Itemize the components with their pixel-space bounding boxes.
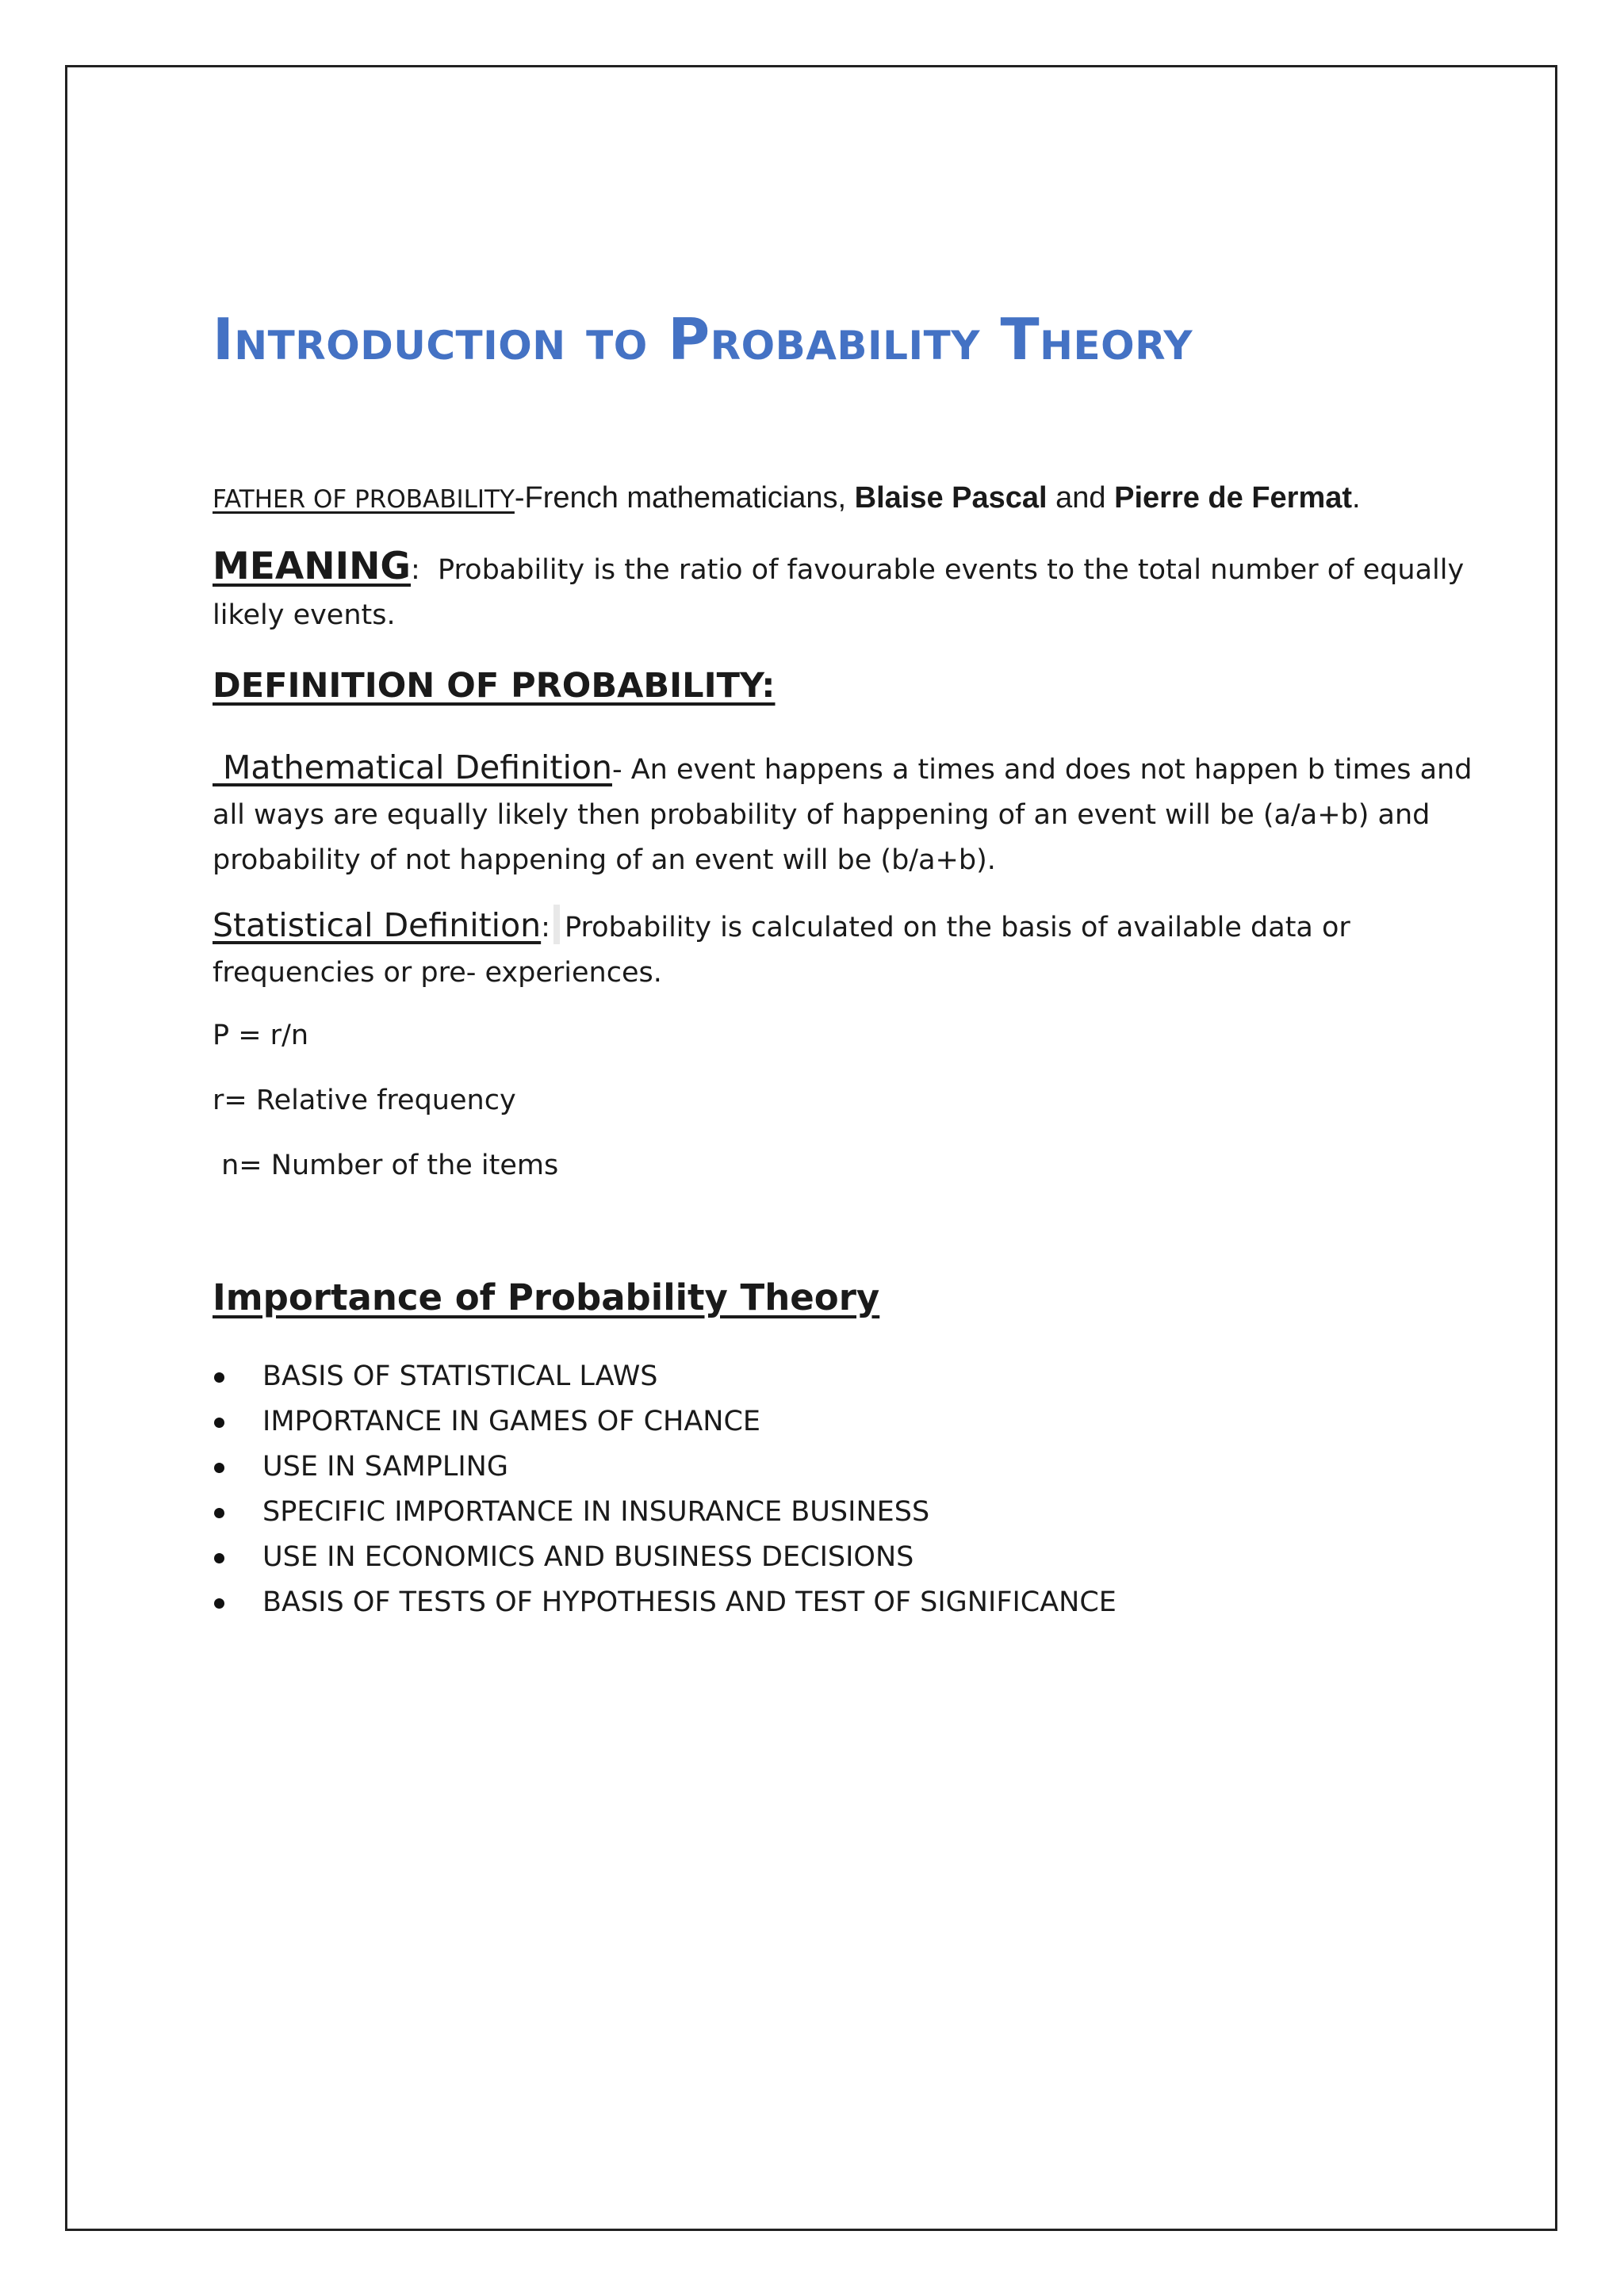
bullet-icon <box>214 1553 224 1563</box>
meaning-text: Probability is the ratio of favourable events to the total number of equally likely events. <box>213 554 1473 631</box>
list-item-text: BASIS OF STATISTICAL LAWS <box>262 1360 658 1392</box>
bullet-icon <box>214 1598 224 1609</box>
statistical-definition-colon: : <box>541 912 550 943</box>
father-text-1: -French mathematicians, <box>514 481 855 515</box>
list-item-text: SPECIFIC IMPORTANCE IN INSURANCE BUSINESS <box>262 1496 930 1528</box>
list-item <box>213 1535 1116 1580</box>
statistical-definition-text: Probability is calculated on the basis of available data or frequencies or pre- experiences. <box>213 912 1350 989</box>
list-item <box>213 1399 1116 1445</box>
mathematical-definition-paragraph <box>213 745 1497 883</box>
meaning-label: MEANING <box>213 545 411 588</box>
formula-equation: P = r/n <box>213 1020 309 1051</box>
text-cursor-mark <box>553 905 560 944</box>
meaning-paragraph <box>213 544 1497 638</box>
bullet-icon <box>214 1372 224 1383</box>
father-name-fermat: Pierre de Fermat <box>1114 481 1353 515</box>
father-text-2: and <box>1047 481 1115 515</box>
importance-list <box>213 1354 1116 1625</box>
document-title: Introduction to Probability Theory <box>213 306 1193 373</box>
list-item-text: USE IN ECONOMICS AND BUSINESS DECISIONS <box>262 1541 914 1573</box>
statistical-definition-label: Statistical Definition <box>213 906 542 944</box>
list-item-text: USE IN SAMPLING <box>262 1451 508 1483</box>
father-of-probability-paragraph <box>213 476 1497 522</box>
bullet-icon <box>214 1508 224 1518</box>
definition-heading: DEFINITION OF PROBABILITY: <box>213 666 776 706</box>
list-item <box>213 1354 1116 1399</box>
list-item <box>213 1445 1116 1490</box>
formula-n-definition: n= Number of the items <box>213 1150 559 1181</box>
statistical-definition-paragraph <box>213 903 1497 996</box>
list-item-text: IMPORTANCE IN GAMES OF CHANCE <box>262 1406 761 1437</box>
father-label: FATHER OF PROBABILITY <box>213 485 515 514</box>
bullet-icon <box>214 1418 224 1428</box>
father-name-pascal: Blaise Pascal <box>854 481 1048 515</box>
father-text-3: . <box>1352 481 1361 515</box>
mathematical-definition-text: - An event happens a times and does not happen b times and all ways are equally likely then probability of happening of an event will be (a/a+b) and probability of not happening of an event will be (b/a+b). <box>213 754 1473 876</box>
importance-heading: Importance of Probability Theory <box>213 1276 880 1318</box>
mathematical-definition-label: Mathematical Definition <box>213 748 612 786</box>
meaning-colon: : <box>411 554 420 586</box>
list-item <box>213 1580 1116 1625</box>
list-item-text: BASIS OF TESTS OF HYPOTHESIS AND TEST OF SIGNIFICANCE <box>262 1586 1116 1618</box>
list-item <box>213 1490 1116 1535</box>
formula-r-definition: r= Relative frequency <box>213 1085 516 1116</box>
bullet-icon <box>214 1463 224 1473</box>
